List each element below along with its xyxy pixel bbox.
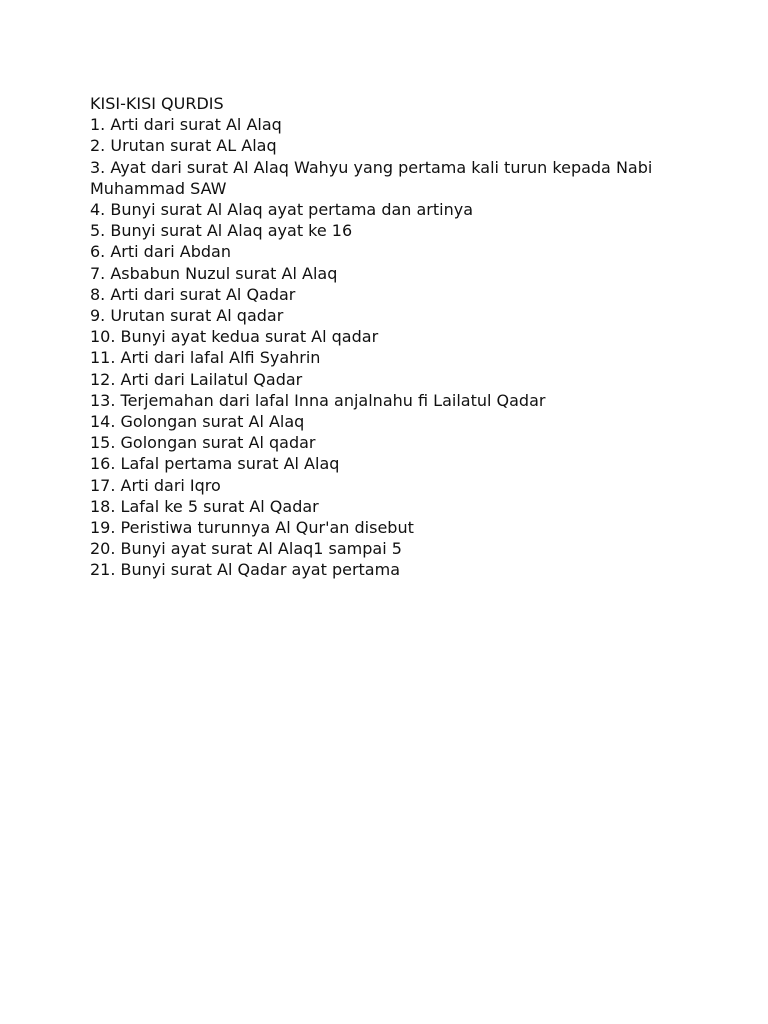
list-item: 15. Golongan surat Al qadar: [90, 433, 316, 453]
list-item: 4. Bunyi surat Al Alaq ayat pertama dan artinya: [90, 200, 474, 220]
document-title: KISI-KISI QURDIS: [90, 94, 224, 113]
list-item: 11. Arti dari lafal Alfi Syahrin: [90, 348, 321, 368]
list-item: 19. Peristiwa turunnya Al Qur'an disebut: [90, 518, 414, 538]
list-item: 14. Golongan surat Al Alaq: [90, 412, 305, 432]
list-item: 7. Asbabun Nuzul surat Al Alaq: [90, 263, 338, 283]
list-item: 13. Terjemahan dari lafal Inna anjalnahu fi Lailatul Qadar: [90, 390, 546, 410]
list-item: 5. Bunyi surat Al Alaq ayat ke 16: [90, 221, 353, 241]
list-item: 10. Bunyi ayat kedua surat Al qadar: [90, 327, 379, 347]
list-item: 21. Bunyi surat Al Qadar ayat pertama: [90, 560, 400, 580]
list-item: 9. Urutan surat Al qadar: [90, 306, 284, 326]
list-item: 6. Arti dari Abdan: [90, 242, 231, 262]
list-item: 16. Lafal pertama surat Al Alaq: [90, 454, 340, 474]
list-item: 2. Urutan surat AL Alaq: [90, 136, 277, 156]
list-item: 18. Lafal ke 5 surat Al Qadar: [90, 496, 319, 516]
list-item: 8. Arti dari surat Al Qadar: [90, 284, 296, 304]
list-item: 20. Bunyi ayat surat Al Alaq1 sampai 5: [90, 539, 402, 559]
list-item: 3. Ayat dari surat Al Alaq Wahyu yang pertama kali turun kepada Nabi Muhammad SAW: [90, 157, 658, 198]
document-page: [90, 93, 680, 581]
list-item: 12. Arti dari Lailatul Qadar: [90, 369, 303, 389]
list-item: 17. Arti dari Iqro: [90, 475, 221, 495]
list-item: 1. Arti dari surat Al Alaq: [90, 115, 282, 135]
